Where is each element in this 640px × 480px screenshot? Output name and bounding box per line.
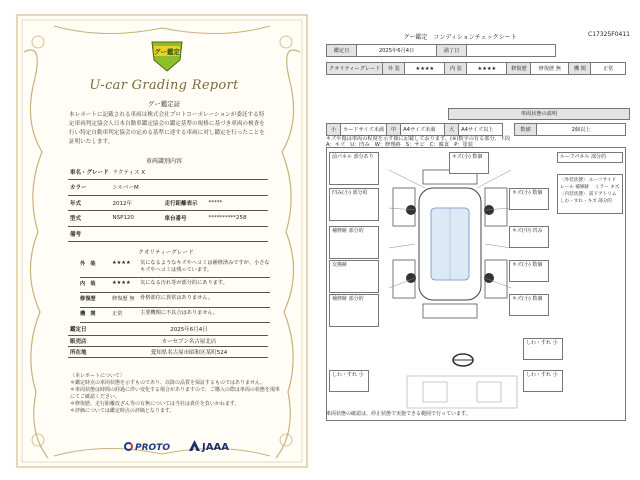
damage-label: 補修跡 部分的 [329,294,379,327]
jaaa-logo-icon [189,440,200,451]
goo-kantei-badge [150,36,184,72]
count-label: 数値 [515,124,537,136]
proto-logo [124,442,170,453]
info-row [68,180,268,196]
dealer-row [68,335,268,346]
date-value: 2025年6月4日 [357,45,437,57]
vehicle-info-table [68,164,268,242]
rating-row-engine [80,308,270,323]
rating-row-interior [80,278,270,293]
info-label: 車台番号 [163,211,207,227]
legend-line-1: キズや傷は車両の程度を示す様に記載しております。(※)数字の有る部分、下段 [326,136,511,142]
certificate-title: U-car Grading Report [89,78,239,93]
note-line: ＊鑑定時点の車両状態を示すものであり、以降の品質を保証するものではありません。 [70,380,266,386]
size-cell: A4サイズ以上 [459,124,503,136]
grade-label: クオリティーグレード [327,63,383,75]
info-label: カラー [68,180,111,196]
exterior-label: 外 装 [383,63,405,75]
dealer-table [68,324,268,358]
count-value: 2個以上 [537,124,626,136]
engine-value: 正常 [591,63,626,75]
size-cell: 小 [327,124,341,136]
info-value: ラクティス X [111,164,268,180]
damage-label: 前パネル 部分あり [329,152,379,185]
damage-label: キズ(中) 凹み [509,226,549,248]
info-value: **********258 [207,211,268,227]
size-cell: 大 [445,124,459,136]
dealer-label: 所在地 [68,346,110,357]
sheet-footer: 車両状態の確認は、停止状態で実施できる範囲で行っています。 [326,411,471,417]
info-label: 備考 [68,226,111,242]
rating-row-exterior [80,258,270,278]
info-row [68,211,268,227]
sheet-title: グー鑑定 コンディションチェックシート [403,34,517,41]
damage-label: しわ・すれ 小 [523,338,563,360]
condition-check-sheet [320,26,632,470]
interior-value: ★★★★ [467,63,507,75]
engine-label: 機 関 [569,63,591,75]
quality-grade-title: クオリティーグレード [138,250,194,256]
rating-label: 外 装 [80,261,96,267]
legend-line-2: A：キズ U：凹み W：修理跡 S：サビ C：腐食 P：塗装 [326,142,473,148]
sheet-grade-table [326,62,626,75]
interior-label: 内 装 [445,63,467,75]
note-line: ＊評価については鑑定時点の評価となります。 [70,408,175,414]
badge-label: グー鑑定 [154,48,180,56]
rating-desc: 主要機関に不具合はありません。 [140,310,219,316]
note-line: ＊修復歴、走行距離改ざん等の有無については当社は責任を負いかねます。 [70,401,240,407]
damage-label: キズ(小) 数個 [509,294,549,316]
rating-stars: ★★★★ [112,260,131,266]
damage-label: ルーフパネル 部分的 [557,152,623,163]
repair-label: 修復歴 [507,63,531,75]
note-line: ＊車両状態は時間の経過に伴い変化する場合がありますので、ご購入の際は車両の状態を現車にてご確認ください。 [70,387,280,400]
sheet-id: C17325F0411 [588,31,630,38]
damage-label: 補修跡 部分的 [329,226,379,259]
rating-desc: 気になるようなキズやヘコミは補修済みですが、小さなキズやヘコミは残っています。 [140,260,270,273]
info-label: 型式 [68,211,111,227]
rating-stars: 正常 [112,311,123,317]
rating-desc: 気になる汚れ等が部分的にあります。 [140,280,228,286]
info-label: 車名・グレード [68,164,111,180]
exterior-value: ★★★★ [405,63,445,75]
dealer-label: 販売店 [68,335,110,346]
jaaa-logo-text: JAAA [202,442,229,453]
damage-label: キズ(小) 数個 [509,188,549,210]
condition-section-title: 車両状態の説明 [448,108,630,120]
size-cell: カードサイズ未満 [341,124,387,136]
rating-desc: 骨格部位に異常はありません。 [140,295,213,301]
info-row [68,164,268,180]
dealer-label: 鑑定日 [68,324,110,335]
dealer-value: 愛知県名古屋市昭和区某町524 [110,346,268,357]
repair-value: 修復歴 無 [531,63,569,75]
dealer-value: カーセブン名古屋北店 [110,335,268,346]
certificate-body: 本レポートに記載される車両は株式会社プロトコーポレーションが委託する特定車両判定協会人日本自動車鑑定協会の鑑定基準の規格に基づき車両の検査を行い特定自動車判定協会の定める基準に達する車両に対し鑑定を行ったことを証明いたします。 [69,112,265,145]
info-value: シルバーM [111,180,268,196]
date-label: 鑑定日 [327,45,357,57]
expiry-label: 満了日 [437,45,467,57]
damage-label: キズ(小) 数個 [449,152,489,174]
damage-label: しわ・すれ 小 [523,370,563,392]
jaaa-logo [189,440,229,453]
sheet-date-table [326,44,556,57]
rating-label: 機 関 [80,311,96,317]
info-label: 走行距離表示 [163,195,207,211]
rating-row-repair [80,293,270,308]
damage-label: しわ・すれ 小 [329,370,369,392]
info-value [111,226,268,242]
info-title: 車両識別内容 [145,158,182,165]
rating-stars: 修復歴 無 [112,296,135,302]
proto-logo-icon [124,442,133,451]
certificate-subtitle: グー鑑定証 [147,100,181,108]
damage-label: 凹み(小) 部分的 [329,188,379,221]
size-cell: A4サイズ未満 [401,124,445,136]
info-label: 年式 [68,195,111,211]
rating-label: 内 装 [80,281,96,287]
proto-logo-text: PROTO [135,443,170,453]
damage-label: 交換跡 [329,260,379,293]
rating-label: 修復歴 [80,296,96,302]
dealer-value: 2025年6月4日 [110,324,268,335]
damage-label: キズ(小) 数個 [509,260,549,282]
rating-stars: ★★★★ [112,280,131,286]
info-row [68,195,268,211]
info-value: 2012年 [111,195,163,211]
info-value: ***** [207,195,268,211]
info-value: NSP120 [111,211,163,227]
info-row [68,226,268,242]
note-line: 〈本レポートについて〉 [70,373,125,379]
dealer-row [68,324,268,335]
condition-notes: 〈外装状態〉 ルーフサイドレール 補修跡 ミラー キズ 〈内装状態〉 前ドアトリム しわ・すれ・キズ 部分的 [557,174,623,214]
expiry-value [467,45,556,57]
vehicle-damage-diagram [326,147,626,421]
grading-certificate [14,12,310,470]
size-cell: 中 [387,124,401,136]
dealer-row [68,346,268,357]
certificate-notes [70,373,280,415]
